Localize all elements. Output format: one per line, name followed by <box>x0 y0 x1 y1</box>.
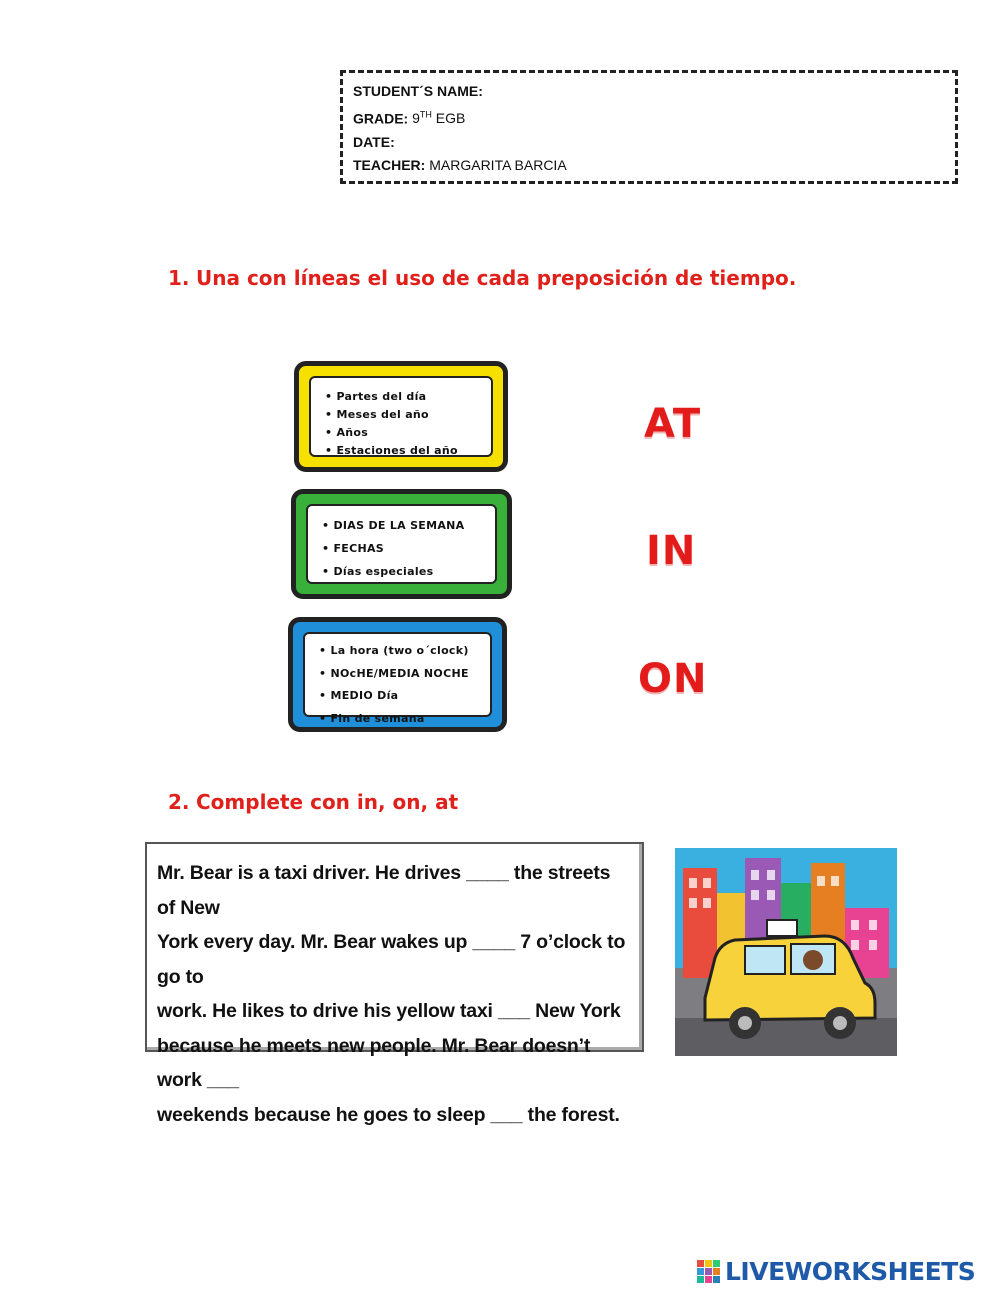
card-item: • DIAS DE LA SEMANA <box>322 514 465 537</box>
logo-text: LIVEWORKSHEETS <box>725 1257 976 1286</box>
card-item: • La hora (two o´clock) <box>319 640 469 663</box>
card-days-of-week[interactable] <box>291 489 512 599</box>
preposition-on[interactable]: ON <box>638 656 708 702</box>
card-item: • Estaciones del año <box>325 442 458 460</box>
card-item: • MEDIO Día <box>319 685 469 708</box>
question-1-title: 1. Una con líneas el uso de cada preposición de tiempo. <box>168 266 797 290</box>
student-info <box>353 80 567 178</box>
card-time-of-day[interactable] <box>288 617 507 732</box>
teacher-label: TEACHER: <box>353 157 426 174</box>
teacher-value: MARGARITA BARCIA <box>429 157 567 174</box>
story-line: weekends because he goes to sleep ___ the forest. <box>157 1103 620 1126</box>
card-item: • Años <box>325 424 458 442</box>
card-item: • Meses del año <box>325 406 458 424</box>
liveworksheets-logo <box>697 1257 975 1286</box>
liveworksheets-icon <box>697 1260 721 1284</box>
date-label: DATE: <box>353 133 395 150</box>
card-item: • Fin de semana <box>319 708 469 731</box>
story-line: York every day. Mr. Bear wakes up ____ 7 o’clock to go to <box>157 931 626 988</box>
taxi-city-illustration <box>675 848 897 1056</box>
card-parts-of-day[interactable] <box>294 361 508 472</box>
student-name-label: STUDENT´S NAME: <box>353 83 483 99</box>
story-box <box>145 842 644 1126</box>
preposition-in[interactable]: IN <box>646 528 697 574</box>
grade-label: GRADE: <box>353 110 409 127</box>
card-item: • NOcHE/MEDIA NOCHE <box>319 663 469 686</box>
grade-value: 9TH EGB <box>412 109 466 127</box>
card-item: • Partes del día <box>325 388 458 406</box>
card-item: • FECHAS <box>322 537 465 560</box>
story-line: work. He likes to drive his yellow taxi ___ New York <box>157 1000 621 1022</box>
question-2-title: 2. Complete con in, on, at <box>168 790 459 814</box>
preposition-at[interactable]: AT <box>644 401 702 447</box>
card-item: • Días especiales <box>322 560 465 583</box>
story-line: because he meets new people. Mr. Bear doesn’t work ___ <box>157 1034 591 1091</box>
story-line: Mr. Bear is a taxi driver. He drives ____ the streets of New <box>157 862 611 919</box>
